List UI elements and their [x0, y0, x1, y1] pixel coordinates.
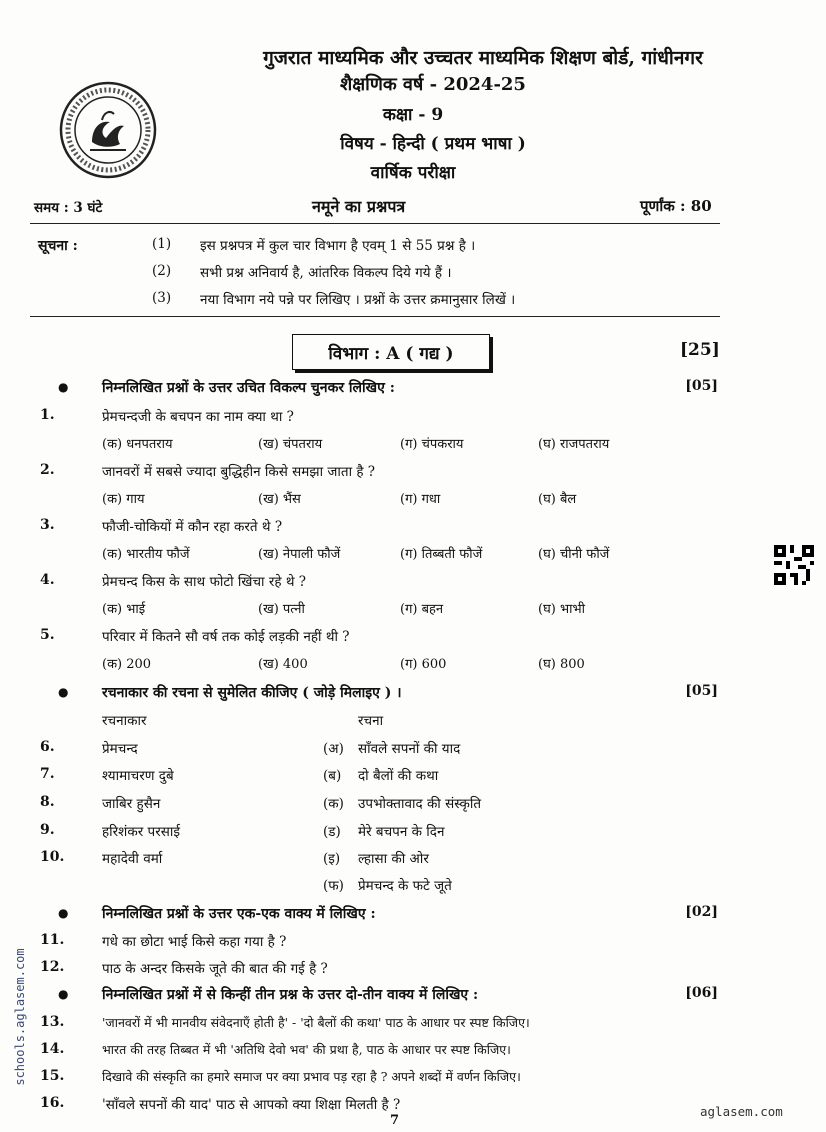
option: (क) 200	[102, 657, 152, 672]
qr-code	[774, 545, 814, 585]
option: (क) भारतीय फौजें	[102, 547, 190, 562]
two-three-heading: निम्नलिखित प्रश्नों में से किन्हीं तीन प्रश्न के उत्तर दो-तीन वाक्य में लिखिए :	[102, 987, 479, 1003]
option: (क) गाय	[102, 492, 145, 507]
option: (ख) पत्नी	[258, 602, 305, 617]
question-text: 'साँवले सपनों की याद' पाठ से आपको क्या शिक्षा मिलती है ?	[102, 1097, 401, 1113]
question-text: प्रेमचन्द किस के साथ फोटो खिंचा रहे थे ?	[102, 574, 306, 590]
question-text: परिवार में कितने सौ वर्ष तक कोई लड़की नहीं थी ?	[102, 629, 350, 645]
question-text: फौजी-चोकियों में कौन रहा करते थे ?	[102, 519, 283, 535]
divider-instructions	[30, 316, 720, 317]
option: (ख) भैंस	[258, 492, 301, 507]
section-title-box	[292, 334, 490, 370]
question-text: पाठ के अन्दर किसके जूते की बात की गई है ?	[102, 961, 328, 977]
question-number: 12.	[40, 959, 65, 975]
two-three-marks: [06]	[685, 985, 718, 1001]
full-marks: पूर्णांक : 80	[640, 197, 712, 215]
match-work: मेरे बचपन के दिन	[358, 824, 445, 840]
divider-top	[30, 223, 720, 224]
match-key: (ब)	[323, 768, 342, 784]
section-title: विभाग : A ( गद्य )	[328, 343, 454, 364]
section-marks: [25]	[680, 340, 720, 360]
question-number: 4.	[40, 572, 55, 588]
question-number: 13.	[40, 1014, 65, 1030]
question-number: 15.	[40, 1068, 65, 1084]
match-author: श्यामाचरण दुबे	[102, 768, 174, 784]
question-number: 1.	[40, 407, 55, 423]
match-key: (क)	[323, 796, 344, 812]
question-number: 16.	[40, 1095, 65, 1111]
match-column-right-header: रचना	[358, 713, 384, 729]
question-number: 11.	[40, 932, 65, 948]
question-number: 2.	[40, 462, 55, 478]
match-work: ल्हासा की ओर	[358, 851, 429, 867]
option: (ख) चंपतराय	[258, 437, 323, 452]
instruction-text: सभी प्रश्न अनिवार्य है, आंतरिक विकल्प दिये गये हैं ।	[200, 265, 452, 281]
one-sentence-marks: [02]	[685, 904, 718, 920]
mcq-heading: निम्नलिखित प्रश्नों के उत्तर उचित विकल्प चुनकर लिखिए :	[102, 380, 395, 396]
match-heading: रचनाकार की रचना से सुमेलित कीजिए ( जोड़े मिलाइए ) ।	[102, 685, 402, 701]
match-author: महादेवी वर्मा	[102, 851, 163, 867]
question-number: 5.	[40, 627, 55, 643]
instruction-text: नया विभाग नये पन्ने पर लिखिए । प्रश्नों के उत्तर क्रमानुसार लिखें ।	[200, 292, 516, 308]
option: (घ) 800	[538, 657, 585, 672]
side-watermark: schools.aglasem.com	[13, 948, 27, 1086]
paper-title: नमूने का प्रश्नपत्र	[312, 197, 406, 216]
option: (ग) बहन	[400, 602, 444, 617]
match-key: (फ)	[323, 878, 344, 894]
mcq-marks: [05]	[685, 378, 718, 394]
question-text: प्रेमचन्दजी के बचपन का नाम क्या था ?	[102, 409, 294, 425]
question-number: 7.	[40, 766, 55, 782]
match-work: साँवले सपनों की याद	[358, 741, 461, 757]
question-number: 3.	[40, 517, 55, 533]
question-number: 6.	[40, 739, 55, 755]
bullet-icon: ●	[58, 380, 69, 394]
subject-label: विषय - हिन्दी ( प्रथम भाषा )	[340, 134, 526, 154]
instruction-num: (2)	[152, 263, 172, 279]
option: (क) भाई	[102, 602, 146, 617]
one-sentence-heading: निम्नलिखित प्रश्नों के उत्तर एक-एक वाक्य में लिखिए :	[102, 906, 376, 922]
match-author: प्रेमचन्द	[102, 741, 138, 757]
board-seal-logo	[58, 80, 158, 180]
option: (घ) राजपतराय	[538, 437, 610, 452]
academic-year: शैक्षणिक वर्ष - 2024-25	[340, 74, 526, 95]
instruction-num: (1)	[152, 236, 172, 252]
bullet-icon: ●	[58, 987, 69, 1001]
instructions-label: सूचना :	[38, 238, 78, 254]
match-work: दो बैलों की कथा	[358, 768, 439, 784]
class-label: कक्षा - 9	[382, 105, 444, 125]
match-work: प्रेमचन्द के फटे जूते	[358, 878, 452, 894]
match-key: (अ)	[323, 741, 344, 757]
bullet-icon: ●	[58, 685, 69, 699]
question-text: 'जानवरों में भी मानवीय संवेदनाएँ होती है' - 'दो बैलों की कथा' पाठ के आधार पर स्पष्ट किजिए।	[102, 1015, 530, 1030]
option: (ग) चंपकराय	[400, 437, 464, 452]
match-work: उपभोक्तावाद की संस्कृति	[358, 796, 482, 812]
bullet-icon: ●	[58, 906, 69, 920]
instruction-num: (3)	[152, 290, 172, 306]
option: (ख) नेपाली फौजें	[258, 547, 341, 562]
option: (घ) चीनी फौजें	[538, 547, 610, 562]
match-marks: [05]	[685, 683, 718, 699]
instruction-text: इस प्रश्नपत्र में कुल चार विभाग है एवम् 1 से 55 प्रश्न है ।	[200, 238, 476, 254]
option: (ग) तिब्बती फौजें	[400, 547, 483, 562]
exam-time: समय : 3 घंटे	[34, 200, 103, 216]
page-number: 7	[390, 1113, 400, 1128]
match-column-left-header: रचनाकार	[102, 713, 147, 729]
question-text: दिखावे की संस्कृति का हमारे समाज पर क्या प्रभाव पड़ रहा है ? अपने शब्दों में वर्णन किजिए।	[102, 1069, 521, 1084]
question-text: भारत की तरह तिब्बत में भी 'अतिथि देवो भव' की प्रथा है, पाठ के आधार पर स्पष्ट किजिए।	[102, 1042, 511, 1057]
option: (ग) 600	[400, 657, 447, 672]
option: (क) धनपतराय	[102, 437, 173, 452]
match-author: हरिशंकर परसाई	[102, 824, 180, 840]
option: (ख) 400	[258, 657, 308, 672]
option: (ग) गधा	[400, 492, 441, 507]
match-key: (ड)	[323, 824, 341, 840]
match-author: जाबिर हुसैन	[102, 796, 161, 812]
question-number: 9.	[40, 822, 55, 838]
question-text: गधे का छोटा भाई किसे कहा गया है ?	[102, 934, 287, 950]
question-text: जानवरों में सबसे ज्यादा बुद्धिहीन किसे समझा जाता है ?	[102, 464, 376, 480]
match-key: (इ)	[323, 851, 341, 867]
question-number: 10.	[40, 849, 65, 865]
question-number: 14.	[40, 1041, 65, 1057]
question-number: 8.	[40, 794, 55, 810]
option: (घ) भाभी	[538, 602, 585, 617]
exam-label: वार्षिक परीक्षा	[370, 163, 456, 183]
bottom-watermark: aglasem.com	[700, 1104, 783, 1119]
option: (घ) बैल	[538, 492, 577, 507]
board-title: गुजरात माध्यमिक और उच्चतर माध्यमिक शिक्षण बोर्ड, गांधीनगर	[263, 47, 703, 69]
